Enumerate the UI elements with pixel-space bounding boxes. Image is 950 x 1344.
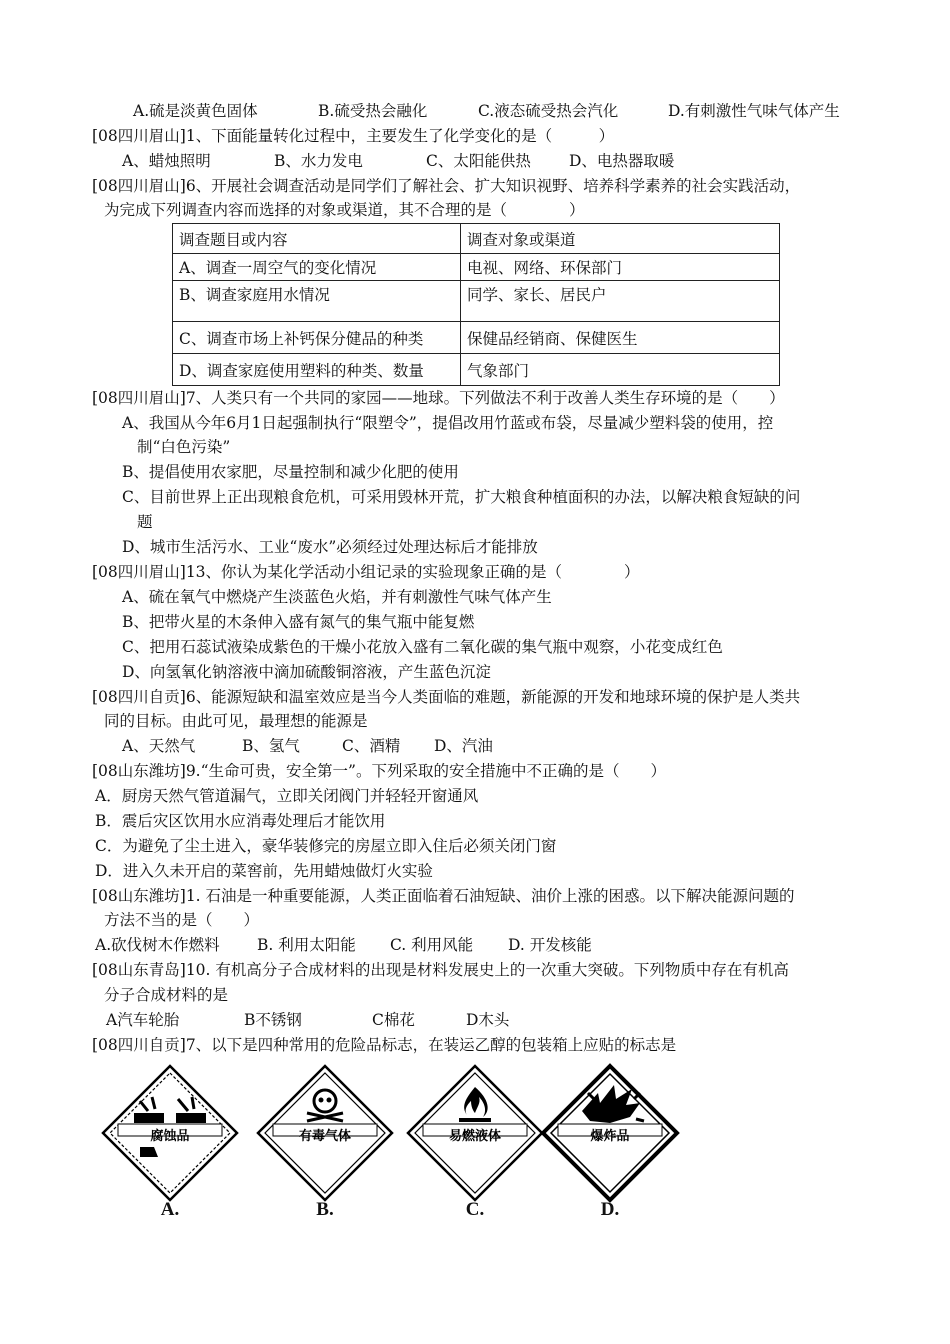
survey-cell-channel: 电视、网络、环保部门 bbox=[461, 254, 780, 281]
q1-stem: [08四川眉山]1、下面能量转化过程中，主要发生了化学变化的是（ ） bbox=[92, 127, 615, 145]
hazard-sign-label: 腐蚀品 bbox=[150, 1129, 190, 1144]
hazard-sign-label: 有毒气体 bbox=[298, 1129, 351, 1144]
q5-option-c: C、酒精 bbox=[342, 737, 401, 755]
q7-option-b: B. 利用太阳能 bbox=[257, 936, 356, 954]
survey-cell-topic: C、调查市场上补钙保分健品的种类 bbox=[173, 322, 461, 354]
table-row bbox=[173, 254, 780, 281]
q9-stem: [08四川自贡]7、以下是四种常用的危险品标志，在装运乙醇的包装箱上应贴的标志是 bbox=[92, 1036, 677, 1054]
q3-option-b: B、提倡使用农家肥，尽量控制和减少化肥的使用 bbox=[122, 463, 459, 481]
q3-option-a-line2: 制“白色污染” bbox=[137, 438, 231, 456]
q3-option-c-line1: C、目前世界上正出现粮食危机，可采用毁林开荒，扩大粮食种植面积的办法，以解决粮食短缺的问 bbox=[122, 488, 801, 506]
q7-stem-line1: [08山东潍坊]1. 石油是一种重要能源，人类正面临着石油短缺、油价上涨的困惑。以下解决能源问题的 bbox=[92, 887, 795, 905]
table-row bbox=[173, 322, 780, 354]
q5-options bbox=[122, 735, 493, 757]
survey-cell-topic: D、调查家庭使用塑料的种类、数量 bbox=[173, 354, 461, 386]
q5-stem-line2: 同的目标。由此可见，最理想的能源是 bbox=[104, 712, 368, 730]
q6-option-b: B．震后灾区饮用水应消毒处理后才能饮用 bbox=[95, 812, 386, 830]
q5-option-a: A、天然气 bbox=[122, 737, 196, 755]
q8-stem-line2: 分子合成材料的是 bbox=[104, 986, 229, 1004]
q2-stem-line1: [08四川眉山]6、开展社会调查活动是同学们了解社会、扩大知识视野、培养科学素养的社会实践活动， bbox=[92, 177, 801, 195]
survey-cell-channel: 气象部门 bbox=[461, 354, 780, 386]
q7-options bbox=[95, 934, 592, 956]
q3-option-d: D、城市生活污水、工业“废水”必须经过处理达标后才能排放 bbox=[122, 538, 538, 556]
hazard-sign-letter: C. bbox=[465, 1199, 485, 1220]
q7-option-d: D. 开发核能 bbox=[508, 936, 592, 954]
survey-cell-topic: A、调查一周空气的变化情况 bbox=[173, 254, 461, 281]
table-row bbox=[173, 281, 780, 322]
q0-option-b: B.硫受热会融化 bbox=[318, 102, 428, 120]
q0-option-d: D.有刺激性气味气体产生 bbox=[668, 102, 840, 120]
survey-header-channel: 调查对象或渠道 bbox=[461, 224, 780, 254]
q8-options bbox=[106, 1009, 509, 1031]
q0-option-a: A.硫是淡黄色固体 bbox=[133, 102, 258, 120]
q6-stem: [08山东潍坊]9.“生命可贵，安全第一”。下列采取的安全措施中不正确的是（ ） bbox=[92, 762, 666, 780]
q0-options bbox=[133, 100, 840, 122]
q4-option-a: A、硫在氧气中燃烧产生淡蓝色火焰，并有刺激性气味气体产生 bbox=[122, 588, 552, 606]
hazard-sign-label: 易燃液体 bbox=[448, 1129, 501, 1144]
q4-stem: [08四川眉山]13、你认为某化学活动小组记录的实验现象正确的是（ ） bbox=[92, 563, 640, 581]
q6-option-d: D．进入久未开启的菜窖前，先用蜡烛做灯火实验 bbox=[95, 862, 433, 880]
q4-option-b: B、把带火星的木条伸入盛有氮气的集气瓶中能复燃 bbox=[122, 613, 475, 631]
survey-cell-topic: B、调查家庭用水情况 bbox=[173, 281, 461, 322]
q0-option-c: C.液态硫受热会汽化 bbox=[478, 102, 619, 120]
q8-option-a: A汽车轮胎 bbox=[106, 1011, 180, 1029]
hazard-sign-letter: D. bbox=[600, 1199, 620, 1220]
table-row bbox=[173, 354, 780, 386]
survey-table-header bbox=[173, 224, 780, 254]
q6-option-a: A．厨房天然气管道漏气，立即关闭阀门并轻轻开窗通风 bbox=[95, 787, 479, 805]
q5-option-b: B、氢气 bbox=[242, 737, 300, 755]
q8-option-b: B不锈钢 bbox=[244, 1011, 302, 1029]
q1-option-a: A、蜡烛照明 bbox=[122, 152, 211, 170]
q4-option-c: C、把用石蕊试液染成紫色的干燥小花放入盛有二氧化碳的集气瓶中观察，小花变成红色 bbox=[122, 638, 723, 656]
q4-option-d: D、向氢氧化钠溶液中滴加硫酸铜溶液，产生蓝色沉淀 bbox=[122, 663, 491, 681]
q2-stem-line2: 为完成下列调查内容而选择的对象或渠道，其不合理的是（ ） bbox=[104, 201, 585, 219]
q1-option-d: D、电热器取暖 bbox=[569, 152, 675, 170]
q6-option-c: C．为避免了尘土进入，豪华装修完的房屋立即入住后必须关闭门窗 bbox=[95, 837, 557, 855]
survey-cell-channel: 同学、家长、居民户 bbox=[461, 281, 780, 322]
q8-stem-line1: [08山东青岛]10. 有机高分子合成材料的出现是材料发展史上的一次重大突破。下列物质中存在有机高 bbox=[92, 961, 789, 979]
q1-option-b: B、水力发电 bbox=[274, 152, 363, 170]
q3-option-a-line1: A、我国从今年6月1日起强制执行“限塑令”，提倡改用竹蓝或布袋，尽量减少塑料袋的使用，控 bbox=[122, 414, 774, 432]
q5-stem-line1: [08四川自贡]6、能源短缺和温室效应是当今人类面临的难题，新能源的开发和地球环境的保护是人类共 bbox=[92, 688, 801, 706]
q7-option-a: A.砍伐树木作燃料 bbox=[95, 936, 220, 954]
survey-table bbox=[172, 223, 780, 386]
hazard-sign-c bbox=[405, 1063, 545, 1233]
hazard-sign-label: 爆炸品 bbox=[590, 1129, 630, 1144]
q7-stem-line2: 方法不当的是（ ） bbox=[104, 911, 260, 929]
q7-option-c: C. 利用风能 bbox=[390, 936, 474, 954]
q5-option-d: D、汽油 bbox=[434, 737, 493, 755]
q3-option-c-line2: 题 bbox=[137, 513, 153, 531]
hazard-sign-letter: B. bbox=[316, 1199, 334, 1220]
hazard-sign-letter: A. bbox=[160, 1199, 180, 1220]
survey-cell-channel: 保健品经销商、保健医生 bbox=[461, 322, 780, 354]
q1-options bbox=[122, 150, 674, 172]
q8-option-d: D木头 bbox=[466, 1011, 510, 1029]
hazard-sign-a bbox=[100, 1063, 240, 1233]
hazard-sign-b bbox=[255, 1063, 395, 1233]
hazard-sign-d bbox=[540, 1063, 680, 1233]
q3-stem: [08四川眉山]7、人类只有一个共同的家园——地球。下列做法不利于改善人类生存环境的是（ ） bbox=[92, 389, 785, 407]
hazard-signs bbox=[100, 1063, 700, 1233]
q8-option-c: C棉花 bbox=[372, 1011, 415, 1029]
q1-option-c: C、太阳能供热 bbox=[426, 152, 531, 170]
survey-header-topic: 调查题目或内容 bbox=[173, 224, 461, 254]
